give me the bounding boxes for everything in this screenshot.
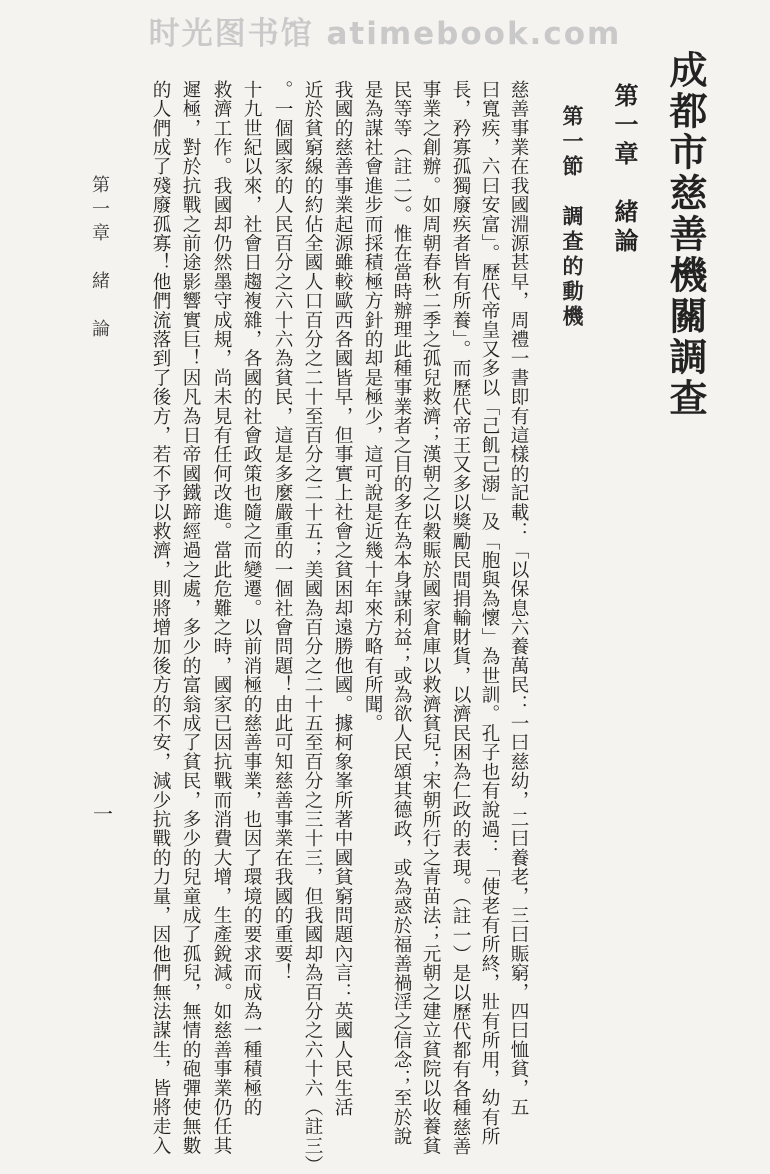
paragraph-line: 近於貧窮線的約佔全國人口百分之二十至百分之二十五；美國為百分之二十五至百分之三十三，但我國却為百分之六十六（註三） [302, 80, 323, 1174]
paragraph-line: 是為謀社會進步而採積極方針的却是極少，這可說是近幾十年來方略有所聞。 [362, 80, 383, 733]
watermark: 时光图书馆 atimebook.com [148, 16, 622, 52]
paragraph-line: 救濟工作。我國却仍然墨守成規，尚未見有任何改進。當此危難之時，國家已因抗戰而消費大增，生產銳減。如慈善事業仍任其 [211, 80, 232, 1156]
section-title: 第一節 調查的動機 [560, 105, 585, 330]
paragraph-line: 我國的慈善事業起源雖較歐西各國皆早，但事實上社會之貧困却遠勝他國。據柯象峯所著中國貧窮問題內言：英國人民生活 [332, 80, 353, 1117]
paragraph-line: 長，矜寡孤獨廢疾者皆有所養」。而歷代帝王又多以獎勵民間捐輸財貨，以濟民困為仁政的表現。（註一）是以歷代都有各種慈善 [450, 80, 471, 1156]
paragraph-line: 民等等（註二）。惟在當時辦理此種事業者之目的多在為本身謀利益；或為欲人民頌其德政，或為惑於福善禍淫之信念；至於說 [391, 80, 412, 1146]
paragraph-line: 慈善事業在我國淵源甚早，周禮一書即有這樣的記載：「以保息六養萬民：一曰慈幼，二曰養老，三曰賑窮，四曰恤貧，五 [508, 80, 529, 1117]
paragraph-line: 的人們成了殘廢孤寡！他們流落到了後方，若不予以救濟，則將增加後方的不安，減少抗戰的力量，因他們無法謀生，皆將走入 [150, 80, 171, 1156]
chapter-title: 第一章 緒論 [610, 83, 639, 257]
running-head: 第一章 緒 論 [89, 175, 110, 343]
paragraph-line: 曰寬疾，六曰安富」。歷代帝皇又多以「己飢己溺」及「胞與為懷」為世訓。孔子也有說過：「使老有所終，壯有所用，幼有所 [479, 80, 500, 1146]
paragraph-line: 十九世紀以來，社會日趨複雜，各國的社會政策也隨之而變遷。以前消極的慈善事業，也因了環境的要求而成為一種積極的 [241, 80, 262, 1117]
paragraph-line: 事業之創辦。如周朝春秋二季之孤兒救濟；漢朝之以穀賑於國家倉庫以救濟貧兒；宋朝所行之青苗法；元朝之建立貧院以收養貧 [420, 80, 441, 1156]
paragraph-line: 遲極，對於抗戰之前途影響實巨！因凡為日帝國鐵蹄經過之處，多少的富翁成了貧民，多少的兒童成了孤兒，無情的砲彈使無數 [180, 80, 201, 1156]
paragraph-line: 。一個國家的人民百分之六十六為貧民，這是多麼嚴重的一個社會問題！由此可知慈善事業在我國的重要！ [272, 80, 293, 983]
page-number: 一 [93, 802, 113, 826]
book-title: 成都市慈善機關調查 [663, 50, 708, 419]
